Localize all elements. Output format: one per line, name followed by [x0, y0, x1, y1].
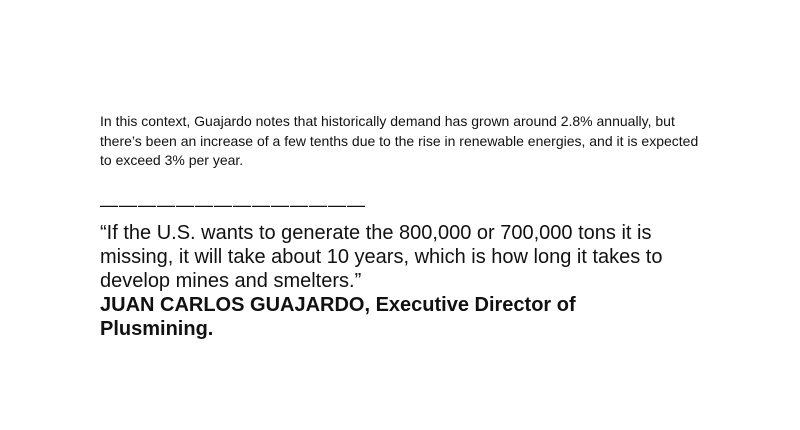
quote-divider: —————————————— — [100, 194, 366, 215]
article-body — [100, 112, 720, 341]
quote-attribution: JUAN CARLOS GUAJARDO, Executive Director of Plusmining. — [100, 293, 576, 340]
pull-quote: “If the U.S. wants to generate the 800,000 or 700,000 tons it is missing, it will take about 10 years, which is how long it takes to develop mines and smelters.” — [100, 221, 663, 292]
context-paragraph: In this context, Guajardo notes that historically demand has grown around 2.8% annually, but there’s been an increase of a few tenths due to the rise in renewable energies, and it is expected to exceed 3% per year. — [100, 113, 699, 168]
